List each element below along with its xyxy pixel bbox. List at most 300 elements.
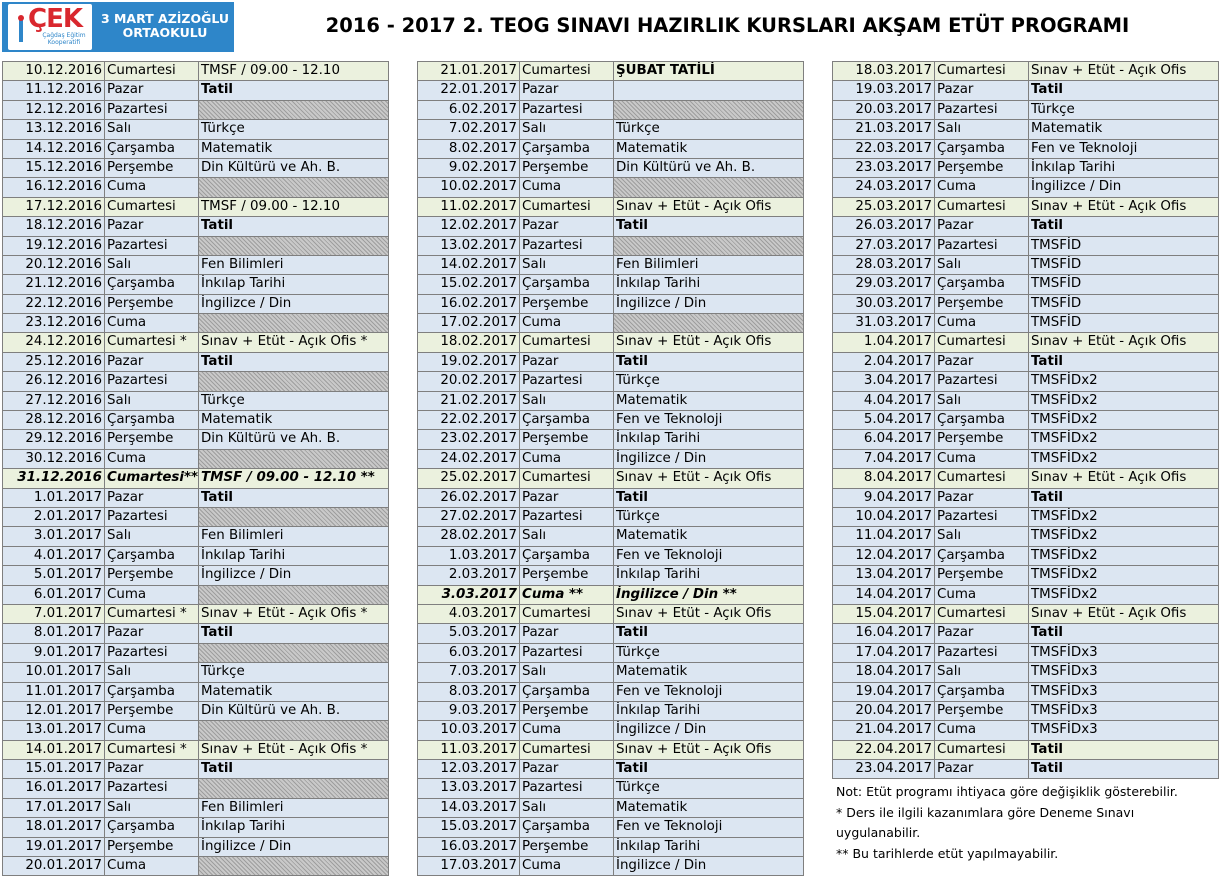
activity-cell: İnkılap Tarihi [199, 818, 389, 836]
activity-cell: Türkçe [614, 644, 804, 662]
activity-cell: TMSFİDx3 [1029, 702, 1219, 720]
date-cell: 24.03.2017 [833, 178, 935, 196]
day-cell: Pazartesi [105, 372, 199, 390]
activity-cell: İnkılap Tarihi [1029, 159, 1219, 177]
day-cell: Cumartesi * [105, 741, 199, 759]
date-cell: 22.12.2016 [3, 295, 105, 313]
activity-cell: Matematik [614, 799, 804, 817]
schedule-row [833, 159, 1219, 178]
activity-cell: TMSFİDx3 [1029, 644, 1219, 662]
day-cell: Perşembe [105, 566, 199, 584]
day-cell: Salı [105, 392, 199, 410]
schedule-row [833, 547, 1219, 566]
activity-cell: Tatil [614, 353, 804, 371]
date-cell: 1.01.2017 [3, 489, 105, 507]
date-cell: 25.02.2017 [418, 469, 520, 487]
day-cell: Çarşamba [520, 411, 614, 429]
activity-cell: Fen ve Teknoloji [1029, 140, 1219, 158]
activity-cell: İngilizce / Din [614, 721, 804, 739]
day-cell: Cuma [935, 721, 1029, 739]
schedule-row [418, 721, 804, 740]
schedule-row [3, 605, 389, 624]
day-cell: Pazartesi [520, 237, 614, 255]
date-cell: 6.01.2017 [3, 586, 105, 604]
date-cell: 15.01.2017 [3, 760, 105, 778]
schedule-row [833, 140, 1219, 159]
day-cell: Pazartesi [520, 508, 614, 526]
activity-cell [614, 237, 804, 255]
activity-cell: Tatil [199, 353, 389, 371]
date-cell: 10.04.2017 [833, 508, 935, 526]
activity-cell: TMSF / 09.00 - 12.10 [199, 198, 389, 216]
day-cell: Perşembe [935, 566, 1029, 584]
date-cell: 24.02.2017 [418, 450, 520, 468]
schedule-row [418, 198, 804, 217]
day-cell: Cumartesi [105, 198, 199, 216]
schedule-row [418, 295, 804, 314]
activity-cell: TMSFİDx2 [1029, 372, 1219, 390]
date-cell: 26.02.2017 [418, 489, 520, 507]
activity-cell: Türkçe [614, 120, 804, 138]
activity-cell: Sınav + Etüt - Açık Ofis [1029, 333, 1219, 351]
schedule-row [833, 411, 1219, 430]
day-cell: Salı [105, 799, 199, 817]
schedule-row [418, 217, 804, 236]
schedule-row [418, 799, 804, 818]
date-cell: 18.01.2017 [3, 818, 105, 836]
day-cell: Cuma [105, 450, 199, 468]
day-cell: Pazar [520, 353, 614, 371]
date-cell: 20.04.2017 [833, 702, 935, 720]
day-cell: Çarşamba [105, 547, 199, 565]
activity-cell: TMSF / 09.00 - 12.10 ** [199, 469, 389, 487]
activity-cell: İnkılap Tarihi [614, 702, 804, 720]
schedule-row [3, 295, 389, 314]
activity-cell: İngilizce / Din [614, 295, 804, 313]
day-cell: Çarşamba [520, 275, 614, 293]
date-cell: 29.03.2017 [833, 275, 935, 293]
schedule-row [418, 372, 804, 391]
day-cell: Perşembe [520, 295, 614, 313]
day-cell: Perşembe [520, 430, 614, 448]
day-cell: Çarşamba [105, 140, 199, 158]
date-cell: 11.01.2017 [3, 683, 105, 701]
day-cell: Cumartesi [935, 333, 1029, 351]
date-cell: 7.04.2017 [833, 450, 935, 468]
date-cell: 17.12.2016 [3, 198, 105, 216]
date-cell: 14.03.2017 [418, 799, 520, 817]
schedule-row [418, 101, 804, 120]
activity-cell [614, 101, 804, 119]
activity-cell [614, 178, 804, 196]
activity-cell: İnkılap Tarihi [614, 430, 804, 448]
day-cell: Çarşamba [105, 683, 199, 701]
date-cell: 30.03.2017 [833, 295, 935, 313]
activity-cell: TMSFİDx2 [1029, 430, 1219, 448]
schedule-row [833, 256, 1219, 275]
day-cell: Çarşamba [105, 411, 199, 429]
activity-cell: Tatil [199, 760, 389, 778]
day-cell: Cumartesi [935, 62, 1029, 80]
schedule-row [3, 101, 389, 120]
schedule-row [3, 430, 389, 449]
schedule-row [418, 566, 804, 585]
date-cell: 13.01.2017 [3, 721, 105, 739]
day-cell: Çarşamba [935, 683, 1029, 701]
date-cell: 9.02.2017 [418, 159, 520, 177]
schedule-row [833, 450, 1219, 469]
date-cell: 26.03.2017 [833, 217, 935, 235]
activity-cell [199, 372, 389, 390]
schedule-row [418, 508, 804, 527]
date-cell: 21.02.2017 [418, 392, 520, 410]
activity-cell: Matematik [614, 527, 804, 545]
schedule-row [418, 392, 804, 411]
day-cell: Pazar [520, 624, 614, 642]
activity-cell: Din Kültürü ve Ah. B. [199, 430, 389, 448]
schedule-row [833, 741, 1219, 760]
activity-cell: Din Kültürü ve Ah. B. [199, 159, 389, 177]
schedule-row [833, 275, 1219, 294]
date-cell: 5.03.2017 [418, 624, 520, 642]
date-cell: 22.03.2017 [833, 140, 935, 158]
date-cell: 10.12.2016 [3, 62, 105, 80]
schedule-row [833, 372, 1219, 391]
schedule-row [833, 392, 1219, 411]
date-cell: 19.02.2017 [418, 353, 520, 371]
activity-cell: Tatil [1029, 760, 1219, 778]
day-cell: Perşembe [105, 430, 199, 448]
activity-cell: TMSFİDx2 [1029, 566, 1219, 584]
day-cell: Salı [520, 663, 614, 681]
day-cell: Çarşamba [520, 140, 614, 158]
schedule-row [833, 295, 1219, 314]
day-cell: Cuma [520, 178, 614, 196]
date-cell: 12.04.2017 [833, 547, 935, 565]
date-cell: 23.04.2017 [833, 760, 935, 778]
day-cell: Perşembe [935, 702, 1029, 720]
schedule-row [833, 101, 1219, 120]
activity-cell: Türkçe [614, 508, 804, 526]
day-cell: Salı [935, 256, 1029, 274]
schedule-row [418, 779, 804, 798]
day-cell: Pazar [105, 760, 199, 778]
activity-cell [614, 314, 804, 332]
schedule-row [3, 217, 389, 236]
schedule-row [3, 508, 389, 527]
schedule-table-2 [417, 61, 804, 876]
day-cell: Çarşamba [520, 683, 614, 701]
day-cell: Salı [520, 527, 614, 545]
activity-cell: Tatil [1029, 489, 1219, 507]
activity-cell: İngilizce / Din [1029, 178, 1219, 196]
day-cell: Perşembe [520, 702, 614, 720]
day-cell: Çarşamba [935, 411, 1029, 429]
schedule-row [3, 702, 389, 721]
date-cell: 23.12.2016 [3, 314, 105, 332]
date-cell: 30.12.2016 [3, 450, 105, 468]
activity-cell [614, 81, 804, 99]
schedule-row [418, 62, 804, 81]
day-cell: Perşembe [105, 838, 199, 856]
schedule-row [3, 586, 389, 605]
activity-cell: Fen ve Teknoloji [614, 683, 804, 701]
schedule-row [418, 353, 804, 372]
date-cell: 12.02.2017 [418, 217, 520, 235]
day-cell: Cumartesi [520, 198, 614, 216]
activity-cell: İngilizce / Din [199, 838, 389, 856]
day-cell: Pazar [520, 217, 614, 235]
schedule-row [833, 198, 1219, 217]
schedule-row [3, 392, 389, 411]
date-cell: 5.01.2017 [3, 566, 105, 584]
day-cell: Cuma [935, 586, 1029, 604]
date-cell: 21.01.2017 [418, 62, 520, 80]
day-cell: Perşembe [935, 159, 1029, 177]
date-cell: 14.02.2017 [418, 256, 520, 274]
date-cell: 27.02.2017 [418, 508, 520, 526]
schedule-row [833, 430, 1219, 449]
activity-cell: Türkçe [199, 663, 389, 681]
day-cell: Çarşamba [520, 818, 614, 836]
activity-cell: TMSFİDx2 [1029, 392, 1219, 410]
date-cell: 13.02.2017 [418, 237, 520, 255]
activity-cell: İnkılap Tarihi [199, 547, 389, 565]
schedule-row [418, 624, 804, 643]
date-cell: 6.02.2017 [418, 101, 520, 119]
date-cell: 25.03.2017 [833, 198, 935, 216]
activity-cell: İngilizce / Din [199, 295, 389, 313]
schedule-row [833, 624, 1219, 643]
schedule-row [3, 81, 389, 100]
day-cell: Cumartesi [520, 469, 614, 487]
page-title: 2016 - 2017 2. TEOG SINAVI HAZIRLIK KURSLARI AKŞAM ETÜT PROGRAMI [325, 14, 1130, 37]
note-line: uygulanabilir. [836, 825, 921, 840]
schedule-row [418, 489, 804, 508]
date-cell: 11.12.2016 [3, 81, 105, 99]
activity-cell: Tatil [1029, 624, 1219, 642]
date-cell: 18.12.2016 [3, 217, 105, 235]
day-cell: Salı [935, 527, 1029, 545]
activity-cell: Tatil [614, 624, 804, 642]
schedule-row [833, 508, 1219, 527]
day-cell: Pazar [935, 217, 1029, 235]
schedule-row [3, 314, 389, 333]
schedule-row [418, 760, 804, 779]
schedule-row [3, 721, 389, 740]
schedule-row [3, 469, 389, 488]
date-cell: 16.04.2017 [833, 624, 935, 642]
day-cell: Cumartesi [520, 333, 614, 351]
schedule-row [3, 275, 389, 294]
activity-cell: Sınav + Etüt - Açık Ofis [614, 333, 804, 351]
day-cell: Pazar [105, 353, 199, 371]
day-cell: Cuma [935, 314, 1029, 332]
date-cell: 1.04.2017 [833, 333, 935, 351]
schedule-row [833, 586, 1219, 605]
day-cell: Perşembe [105, 159, 199, 177]
date-cell: 2.01.2017 [3, 508, 105, 526]
date-cell: 12.03.2017 [418, 760, 520, 778]
date-cell: 18.03.2017 [833, 62, 935, 80]
activity-cell: Matematik [199, 683, 389, 701]
schedule-row [418, 120, 804, 139]
date-cell: 25.12.2016 [3, 353, 105, 371]
schedule-row [3, 779, 389, 798]
schedule-row [418, 450, 804, 469]
day-cell: Salı [105, 663, 199, 681]
schedule-row [833, 721, 1219, 740]
activity-cell: Sınav + Etüt - Açık Ofis [614, 605, 804, 623]
header [0, 0, 1220, 58]
schedule-row [3, 450, 389, 469]
day-cell: Cumartesi [105, 62, 199, 80]
date-cell: 8.03.2017 [418, 683, 520, 701]
date-cell: 7.03.2017 [418, 663, 520, 681]
date-cell: 24.12.2016 [3, 333, 105, 351]
activity-cell: Tatil [614, 760, 804, 778]
date-cell: 13.03.2017 [418, 779, 520, 797]
date-cell: 4.04.2017 [833, 392, 935, 410]
schedule-row [418, 857, 804, 876]
activity-cell: TMSFİDx2 [1029, 527, 1219, 545]
date-cell: 22.04.2017 [833, 741, 935, 759]
activity-cell: Sınav + Etüt - Açık Ofis * [199, 741, 389, 759]
day-cell: Pazartesi [520, 644, 614, 662]
day-cell: Pazartesi [105, 237, 199, 255]
schedule-row [418, 741, 804, 760]
activity-cell: Tatil [1029, 353, 1219, 371]
schedule-row [833, 489, 1219, 508]
date-cell: 17.01.2017 [3, 799, 105, 817]
day-cell: Pazartesi [105, 644, 199, 662]
date-cell: 7.02.2017 [418, 120, 520, 138]
activity-cell: İngilizce / Din [614, 857, 804, 875]
schedule-row [833, 605, 1219, 624]
day-cell: Cuma [105, 857, 199, 875]
date-cell: 20.03.2017 [833, 101, 935, 119]
date-cell: 31.12.2016 [3, 469, 105, 487]
date-cell: 28.12.2016 [3, 411, 105, 429]
note-line: Not: Etüt programı ihtiyaca göre değişiklik gösterebilir. [836, 784, 1178, 799]
schedule-row [418, 663, 804, 682]
date-cell: 17.04.2017 [833, 644, 935, 662]
schedule-row [3, 838, 389, 857]
activity-cell: Tatil [1029, 81, 1219, 99]
day-cell: Cuma [105, 314, 199, 332]
date-cell: 29.12.2016 [3, 430, 105, 448]
day-cell: Cumartesi [935, 198, 1029, 216]
activity-cell: TMSFİD [1029, 295, 1219, 313]
day-cell: Pazar [520, 489, 614, 507]
date-cell: 15.03.2017 [418, 818, 520, 836]
activity-cell: Matematik [199, 411, 389, 429]
date-cell: 16.02.2017 [418, 295, 520, 313]
day-cell: Perşembe [520, 566, 614, 584]
activity-cell: Türkçe [199, 392, 389, 410]
date-cell: 17.03.2017 [418, 857, 520, 875]
schedule-row [833, 644, 1219, 663]
schedule-row [3, 644, 389, 663]
activity-cell: Fen Bilimleri [614, 256, 804, 274]
date-cell: 19.04.2017 [833, 683, 935, 701]
activity-cell [199, 237, 389, 255]
day-cell: Çarşamba [520, 547, 614, 565]
activity-cell [199, 178, 389, 196]
day-cell: Cumartesi * [105, 333, 199, 351]
day-cell: Salı [935, 663, 1029, 681]
date-cell: 3.04.2017 [833, 372, 935, 390]
schedule-row [3, 547, 389, 566]
schedule-row [418, 430, 804, 449]
day-cell: Cumartesi [935, 469, 1029, 487]
day-cell: Cuma [520, 314, 614, 332]
date-cell: 9.01.2017 [3, 644, 105, 662]
date-cell: 20.01.2017 [3, 857, 105, 875]
schedule-row [418, 237, 804, 256]
day-cell: Cuma [935, 450, 1029, 468]
schedule-row [3, 120, 389, 139]
schedule-row [833, 217, 1219, 236]
date-cell: 4.03.2017 [418, 605, 520, 623]
date-cell: 16.12.2016 [3, 178, 105, 196]
day-cell: Cumartesi [520, 62, 614, 80]
day-cell: Perşembe [935, 295, 1029, 313]
date-cell: 15.12.2016 [3, 159, 105, 177]
date-cell: 12.01.2017 [3, 702, 105, 720]
schedule-row [418, 644, 804, 663]
date-cell: 10.01.2017 [3, 663, 105, 681]
date-cell: 6.04.2017 [833, 430, 935, 448]
schedule-row [833, 566, 1219, 585]
schedule-row [418, 411, 804, 430]
schedule-row [3, 256, 389, 275]
activity-cell: İngilizce / Din [614, 450, 804, 468]
day-cell: Cumartesi * [105, 605, 199, 623]
day-cell: Perşembe [935, 430, 1029, 448]
day-cell: Pazar [520, 760, 614, 778]
activity-cell: Matematik [614, 140, 804, 158]
activity-cell: TMSFİDx2 [1029, 547, 1219, 565]
notes [836, 782, 1216, 864]
day-cell: Pazartesi [105, 101, 199, 119]
date-cell: 22.02.2017 [418, 411, 520, 429]
day-cell: Cumartesi** [105, 469, 199, 487]
activity-cell: Tatil [199, 489, 389, 507]
day-cell: Çarşamba [935, 140, 1029, 158]
day-cell: Pazar [935, 760, 1029, 778]
schedule-row [418, 333, 804, 352]
date-cell: 21.04.2017 [833, 721, 935, 739]
schedule-row [3, 411, 389, 430]
day-cell: Cumartesi [935, 605, 1029, 623]
cek-logo [8, 4, 92, 50]
day-cell: Perşembe [520, 159, 614, 177]
activity-cell: Sınav + Etüt - Açık Ofis [614, 741, 804, 759]
date-cell: 2.04.2017 [833, 353, 935, 371]
day-cell: Cuma [520, 857, 614, 875]
schedule-row [833, 81, 1219, 100]
activity-cell: Tatil [199, 81, 389, 99]
schedule-row [3, 140, 389, 159]
schedule-row [418, 81, 804, 100]
date-cell: 4.01.2017 [3, 547, 105, 565]
date-cell: 11.04.2017 [833, 527, 935, 545]
activity-cell: Sınav + Etüt - Açık Ofis [1029, 605, 1219, 623]
activity-cell [199, 314, 389, 332]
schedule-row [833, 663, 1219, 682]
schedule-row [418, 702, 804, 721]
